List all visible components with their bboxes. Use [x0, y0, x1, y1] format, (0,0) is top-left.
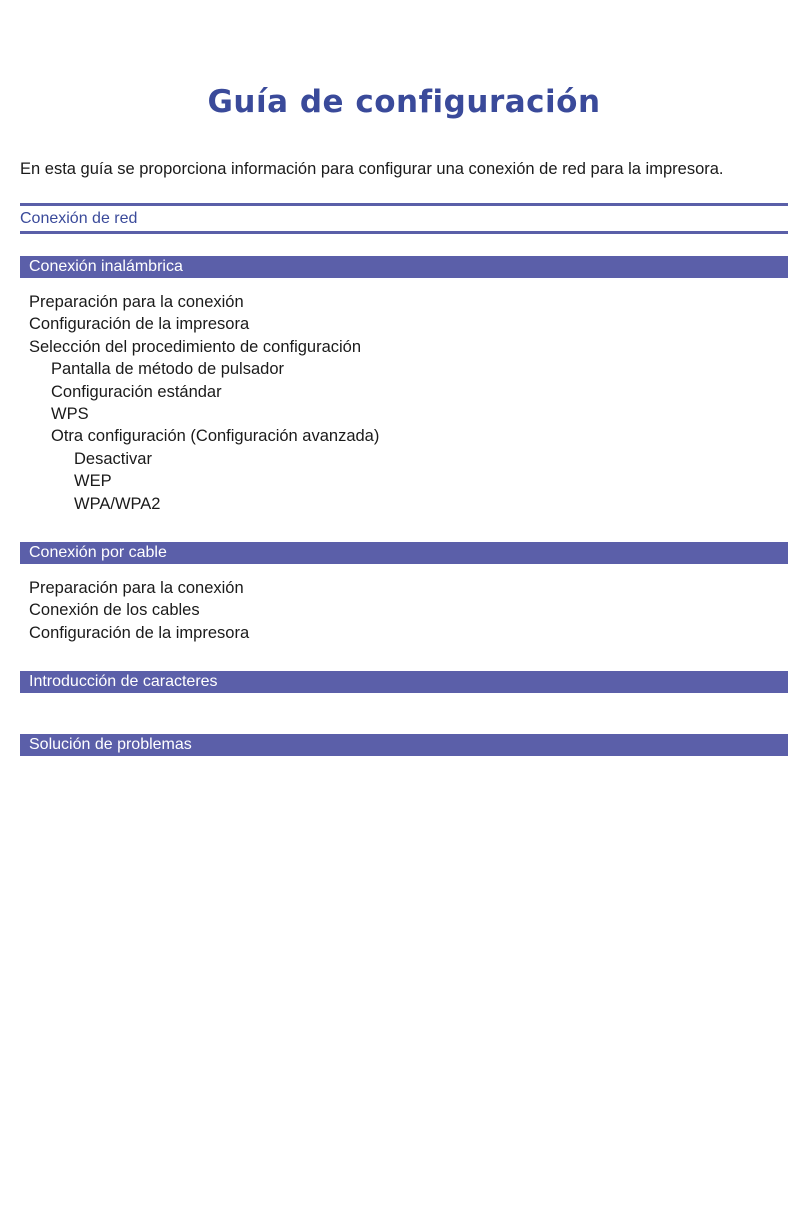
- toc-item-advanced-setup[interactable]: Otra configuración (Configuración avanzada): [51, 427, 380, 446]
- wireless-toc: [29, 291, 379, 515]
- toc-item-cable-connection[interactable]: Conexión de los cables: [29, 601, 200, 620]
- toc-item-wireless-printer-setup[interactable]: Configuración de la impresora: [29, 315, 250, 334]
- toc-item-disable[interactable]: Desactivar: [74, 449, 152, 468]
- network-connection-header[interactable]: [20, 203, 788, 234]
- toc-item-push-button-screen[interactable]: Pantalla de método de pulsador: [51, 360, 284, 379]
- section-character-entry[interactable]: Introducción de caracteres: [20, 671, 788, 693]
- page-title: Guía de configuración: [207, 84, 601, 120]
- intro-text: En esta guía se proporciona información para configurar una conexión de red para la impresora.: [20, 160, 724, 178]
- toc-item-standard-setup[interactable]: Configuración estándar: [51, 382, 222, 401]
- toc-item-wpa[interactable]: WPA/WPA2: [74, 494, 161, 513]
- toc-item-wep[interactable]: WEP: [74, 472, 112, 491]
- toc-item-wireless-preparation[interactable]: Preparación para la conexión: [29, 293, 244, 311]
- toc-item-setup-procedure[interactable]: Selección del procedimiento de configuración: [29, 337, 362, 356]
- wired-toc: [29, 577, 249, 644]
- section-wireless[interactable]: Conexión inalámbrica: [20, 256, 788, 278]
- section-troubleshooting[interactable]: Solución de problemas: [20, 734, 788, 756]
- toc-item-wired-preparation[interactable]: Preparación para la conexión: [29, 579, 244, 597]
- network-connection-label[interactable]: Conexión de red: [20, 210, 138, 227]
- section-wired[interactable]: Conexión por cable: [20, 542, 788, 564]
- toc-item-wired-printer-setup[interactable]: Configuración de la impresora: [29, 623, 250, 642]
- toc-item-wps[interactable]: WPS: [51, 405, 89, 424]
